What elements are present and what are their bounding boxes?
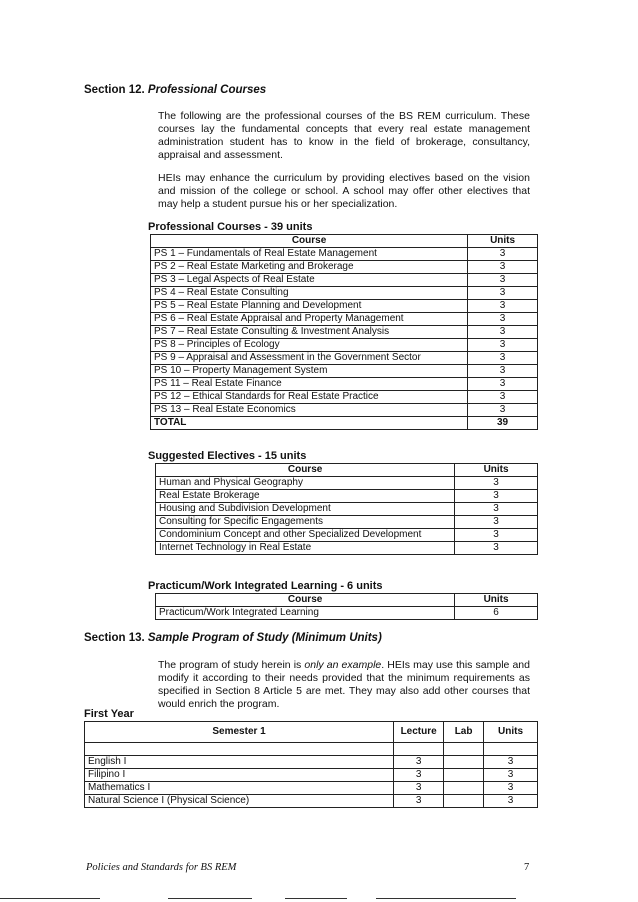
section-13-heading	[84, 632, 382, 644]
table-row	[85, 769, 538, 782]
cell-course: Practicum/Work Integrated Learning	[156, 607, 455, 620]
cell-course: PS 8 – Principles of Ecology	[151, 339, 468, 352]
section-13-emphasis: only an example	[304, 659, 382, 671]
footer-text: Policies and Standards for BS REM	[86, 862, 237, 873]
cell-lab	[444, 756, 484, 769]
cell-course: PS 3 – Legal Aspects of Real Estate	[151, 274, 468, 287]
practicum-table-body	[156, 607, 538, 620]
cell-lecture: 3	[394, 782, 444, 795]
cell-units: 3	[468, 378, 538, 391]
cell-units: 3	[468, 365, 538, 378]
section-12-title: Professional Courses	[147, 84, 267, 96]
cell-lab	[444, 782, 484, 795]
cell-units: 3	[484, 782, 538, 795]
table-row	[151, 300, 538, 313]
cell-lecture: 3	[394, 769, 444, 782]
column-header-units: Units	[468, 235, 538, 248]
section-12-paragraph-2: HEIs may enhance the curriculum by providing electives based on the vision and mission of the college or school. A school may offer other electives that may help a student pursue his or her specialization.	[158, 172, 530, 210]
section-13-text-a: The program of study herein is	[158, 659, 305, 671]
cell-units: 3	[468, 352, 538, 365]
column-header-units: Units	[455, 594, 538, 607]
first-year-title: First Year	[84, 708, 134, 720]
table-row	[151, 365, 538, 378]
professional-courses-table	[150, 234, 538, 430]
table-row	[151, 378, 538, 391]
cell-course: PS 7 – Real Estate Consulting & Investment Analysis	[151, 326, 468, 339]
practicum-table	[155, 593, 538, 620]
cell-units: 3	[484, 756, 538, 769]
cell-units: 3	[468, 300, 538, 313]
cell-units: 3	[468, 261, 538, 274]
cell-units: 3	[455, 477, 538, 490]
cell-course: Internet Technology in Real Estate	[156, 542, 455, 555]
cell-course: Consulting for Specific Engagements	[156, 516, 455, 529]
table-row	[156, 490, 538, 503]
cell-units: 3	[468, 313, 538, 326]
section-13-paragraph	[158, 659, 530, 711]
cell-lab	[444, 795, 484, 808]
cell-lecture: 3	[394, 756, 444, 769]
total-units: 39	[468, 417, 538, 430]
page-number: 7	[524, 862, 530, 873]
table-row	[151, 313, 538, 326]
cell-units: 3	[468, 287, 538, 300]
total-label: TOTAL	[151, 417, 468, 430]
table-header-row	[151, 235, 538, 248]
cell-units: 3	[468, 274, 538, 287]
table-row	[85, 756, 538, 769]
column-header-units: Units	[455, 464, 538, 477]
table-header-row	[156, 594, 538, 607]
cell-units: 3	[468, 339, 538, 352]
cell-course: PS 6 – Real Estate Appraisal and Property Management	[151, 313, 468, 326]
table-row	[151, 339, 538, 352]
cell-units: 3	[468, 404, 538, 417]
cell-units: 3	[468, 248, 538, 261]
table-row	[85, 782, 538, 795]
electives-table	[155, 463, 538, 555]
cell-course: PS 1 – Fundamentals of Real Estate Management	[151, 248, 468, 261]
cell-lab	[444, 769, 484, 782]
table-row	[85, 795, 538, 808]
footer-rule-right	[376, 898, 516, 899]
cell-course: PS 11 – Real Estate Finance	[151, 378, 468, 391]
table-row	[151, 352, 538, 365]
electives-table-body	[156, 477, 538, 555]
cell-units: 3	[468, 326, 538, 339]
table-row	[151, 287, 538, 300]
professional-table-body	[151, 248, 538, 417]
footer-rule-mid	[168, 898, 252, 899]
professional-table-title: Professional Courses - 39 units	[148, 221, 313, 233]
section-12-label: Section 12.	[84, 84, 145, 96]
cell-course: English I	[85, 756, 394, 769]
total-row	[151, 417, 538, 430]
section-13-label: Section 13.	[84, 632, 145, 644]
cell-course: Natural Science I (Physical Science)	[85, 795, 394, 808]
table-header-row	[156, 464, 538, 477]
section-13-text-b: . HEIs may use this sample and modify it according to their needs provided that the minimum requirements as specified in Section 8 Article 5 are met. They may also add other courses that would enrich the program.	[158, 659, 530, 710]
cell-units: 3	[455, 490, 538, 503]
cell-course: Mathematics I	[85, 782, 394, 795]
spacer-row	[85, 743, 538, 756]
cell-course: PS 12 – Ethical Standards for Real Estate Practice	[151, 391, 468, 404]
practicum-table-title: Practicum/Work Integrated Learning - 6 units	[148, 580, 383, 592]
cell-lecture: 3	[394, 795, 444, 808]
first-year-table	[84, 721, 538, 808]
cell-units: 3	[484, 795, 538, 808]
section-12-heading	[84, 84, 266, 96]
cell-units: 3	[468, 391, 538, 404]
table-header-row	[85, 722, 538, 743]
table-row	[151, 261, 538, 274]
cell-units: 3	[484, 769, 538, 782]
cell-course: PS 10 – Property Management System	[151, 365, 468, 378]
table-row	[151, 404, 538, 417]
cell-course: PS 2 – Real Estate Marketing and Brokerage	[151, 261, 468, 274]
column-header-units: Units	[484, 722, 538, 743]
table-row	[151, 391, 538, 404]
column-header-lecture: Lecture	[394, 722, 444, 743]
cell-units: 3	[455, 516, 538, 529]
table-row	[156, 503, 538, 516]
table-row	[151, 248, 538, 261]
cell-course: Real Estate Brokerage	[156, 490, 455, 503]
column-header-course: Course	[156, 594, 455, 607]
footer-rule-mid2	[285, 898, 347, 899]
cell-units: 6	[455, 607, 538, 620]
electives-table-title: Suggested Electives - 15 units	[148, 450, 307, 462]
column-header-course: Course	[151, 235, 468, 248]
cell-course: Human and Physical Geography	[156, 477, 455, 490]
cell-units: 3	[455, 542, 538, 555]
column-header-lab: Lab	[444, 722, 484, 743]
table-row	[156, 542, 538, 555]
first-year-table-body	[85, 756, 538, 808]
footer-rule-left	[0, 898, 100, 899]
cell-course: PS 4 – Real Estate Consulting	[151, 287, 468, 300]
column-header-semester: Semester 1	[85, 722, 394, 743]
table-row	[156, 529, 538, 542]
cell-course: Condominium Concept and other Specialized Development	[156, 529, 455, 542]
table-row	[156, 516, 538, 529]
table-row	[156, 607, 538, 620]
table-row	[151, 274, 538, 287]
cell-course: PS 5 – Real Estate Planning and Development	[151, 300, 468, 313]
cell-units: 3	[455, 503, 538, 516]
cell-course: PS 9 – Appraisal and Assessment in the Government Sector	[151, 352, 468, 365]
cell-course: Filipino I	[85, 769, 394, 782]
table-row	[151, 326, 538, 339]
cell-units: 3	[455, 529, 538, 542]
table-row	[156, 477, 538, 490]
section-13-title: Sample Program of Study (Minimum Units)	[147, 632, 382, 644]
section-12-paragraph-1: The following are the professional courses of the BS REM curriculum. These courses lay the fundamental concepts that every real estate management administration student has to know in the field of brokerage, consultancy, appraisal and assessment.	[158, 110, 530, 161]
cell-course: Housing and Subdivision Development	[156, 503, 455, 516]
column-header-course: Course	[156, 464, 455, 477]
cell-course: PS 13 – Real Estate Economics	[151, 404, 468, 417]
